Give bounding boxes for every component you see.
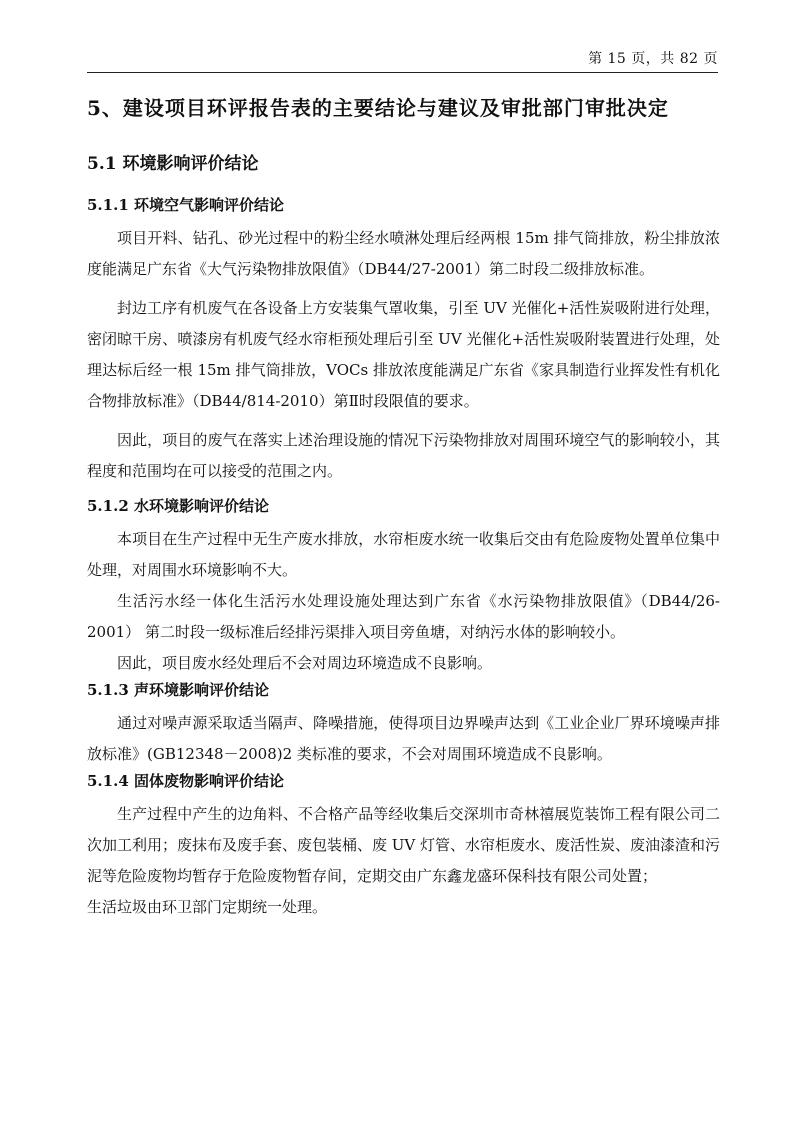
- paragraph-noise-1: 通过对噪声源采取适当隔声、降噪措施，使得项目边界噪声达到《工业企业厂界环境噪声排放标准》(GB12348－2008)2 类标准的要求，不会对周围环境造成不良影响。: [87, 714, 720, 763]
- paragraph-air-3: 因此，项目的废气在落实上述治理设施的情况下污染物排放对周围环境空气的影响较小，其程度和范围均在可以接受的范围之内。: [87, 431, 720, 480]
- paragraph-air-1: 项目开料、钻孔、砂光过程中的粉尘经水喷淋处理后经两根 15m 排气筒排放，粉尘排放浓度能满足广东省《大气污染物排放限值》（DB44/27-2001）第二时段二级排放标准。: [87, 229, 720, 278]
- page-header: [87, 42, 718, 73]
- paragraph-water-1: 本项目在生产过程中无生产废水排放，水帘柜废水统一收集后交由有危险废物处置单位集中处理，对周围水环境影响不大。: [87, 530, 720, 579]
- paragraph-water-2: 生活污水经一体化生活污水处理设施处理达到广东省《水污染物排放限值》（DB44/26-2001） 第二时段一级标准后经排污渠排入项目旁鱼塘，对纳污水体的影响较小。: [87, 592, 720, 641]
- paragraph-water-3: 因此，项目废水经处理后不会对周边环境造成不良影响。: [117, 654, 493, 672]
- subsection-heading-5-1-2: 5.1.2 水环境影响评价结论: [87, 497, 269, 515]
- page-indicator: 第 15 页，共 82 页: [588, 51, 718, 67]
- subsection-heading-5-1-1: 5.1.1 环境空气影响评价结论: [87, 196, 284, 214]
- section-heading-5-1: 5.1 环境影响评价结论: [87, 154, 259, 174]
- document-body: [87, 92, 720, 923]
- subsection-heading-5-1-4: 5.1.4 固体废物影响评价结论: [87, 772, 284, 790]
- paragraph-air-2: 封边工序有机废气在各设备上方安装集气罩收集，引至 UV 光催化+活性炭吸附进行处理，密闭晾干房、喷漆房有机废气经水帘柜预处理后引至 UV 光催化+活性炭吸附装置进行处理，处理达标后经一根 15m 排气筒排放，VOCs 排放浓度能满足广东省《家具制造行业挥发性有机化合物排放标准》（DB44/814-2010）第Ⅱ时段限值的要求。: [87, 299, 720, 410]
- chapter-title: 5、建设项目环评报告表的主要结论与建议及审批部门审批决定: [87, 96, 669, 120]
- subsection-heading-5-1-3: 5.1.3 声环境影响评价结论: [87, 681, 269, 699]
- paragraph-solid-2: 生活垃圾由环卫部门定期统一处理。: [87, 898, 328, 916]
- paragraph-solid-1: 生产过程中产生的边角料、不合格产品等经收集后交深圳市奇林禧展览装饰工程有限公司二次加工利用；废抹布及废手套、废包装桶、废 UV 灯管、水帘柜废水、废活性炭、废油漆渣和污泥等危险废物均暂存于危险废物暂存间，定期交由广东鑫龙盛环保科技有限公司处置；: [87, 805, 721, 885]
